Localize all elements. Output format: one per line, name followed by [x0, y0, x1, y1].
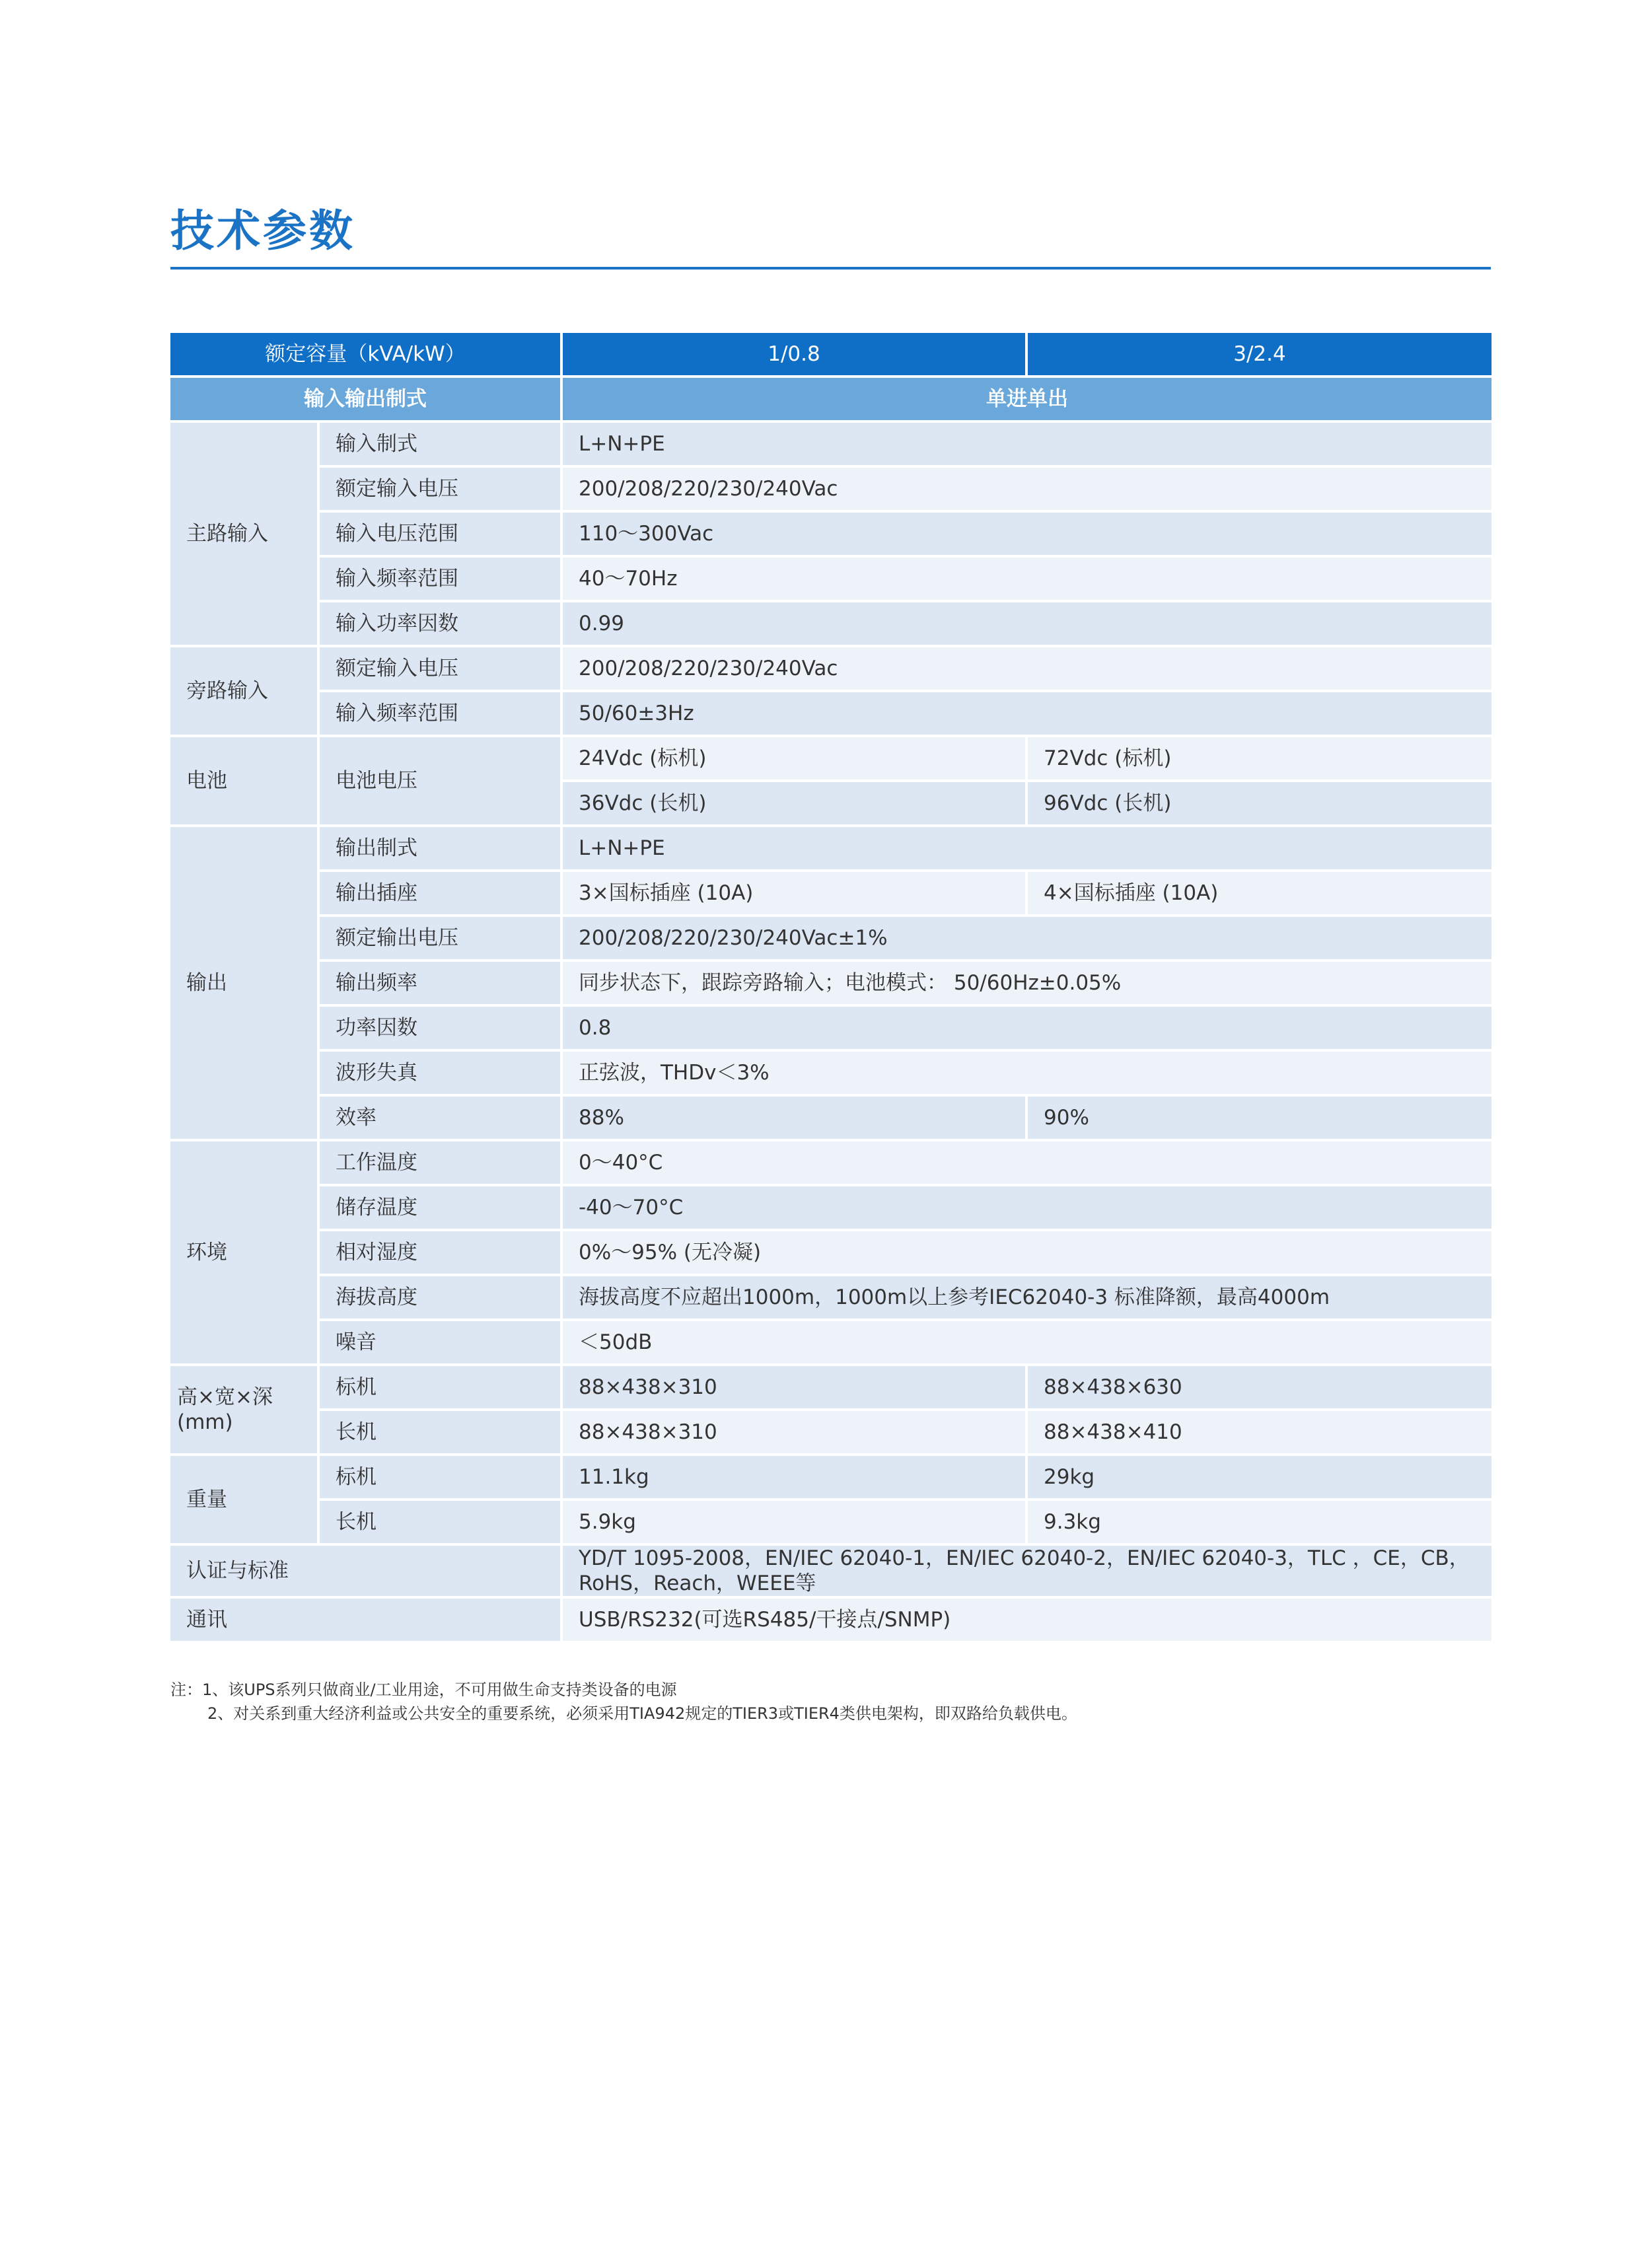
table-row	[170, 602, 1491, 647]
param-label: 输入电压范围	[320, 513, 563, 558]
model-2-value: 90%	[1028, 1097, 1491, 1141]
table-row	[170, 737, 1491, 782]
table-row	[170, 1007, 1491, 1052]
category-battery: 电池	[170, 737, 320, 827]
table-row	[170, 1097, 1491, 1141]
param-value: 50/60±3Hz	[563, 692, 1491, 737]
param-label: 标机	[320, 1366, 563, 1411]
table-row	[170, 1456, 1491, 1501]
param-value: 110～300Vac	[563, 513, 1491, 558]
table-row	[170, 558, 1491, 602]
model-1-value: 11.1kg	[563, 1456, 1028, 1501]
param-label: 输入功率因数	[320, 602, 563, 647]
param-label: 储存温度	[320, 1186, 563, 1231]
param-label: 长机	[320, 1501, 563, 1546]
param-value: 200/208/220/230/240Vac	[563, 468, 1491, 513]
param-value: 同步状态下，跟踪旁路输入；电池模式： 50/60Hz±0.05%	[563, 962, 1491, 1007]
param-label: 功率因数	[320, 1007, 563, 1052]
param-label: 海拔高度	[320, 1276, 563, 1321]
param-label: 噪音	[320, 1321, 563, 1366]
table-header-row	[170, 333, 1491, 378]
model-2-value: 96Vdc (长机)	[1028, 782, 1491, 827]
model-1-value: 3×国标插座 (10A)	[563, 872, 1028, 917]
category-weight: 重量	[170, 1456, 320, 1546]
table-row	[170, 513, 1491, 558]
model-2-value: 88×438×410	[1028, 1411, 1491, 1456]
certification-value: YD/T 1095-2008，EN/IEC 62040-1，EN/IEC 62040-2，EN/IEC 62040-3，TLC ，CE，CB，RoHS，Reach，WEEE等	[563, 1546, 1491, 1599]
table-row	[170, 692, 1491, 737]
table-row	[170, 647, 1491, 692]
model-1-value: 88×438×310	[563, 1411, 1028, 1456]
param-value: 正弦波，THDv＜3%	[563, 1052, 1491, 1097]
param-value: 海拔高度不应超出1000m，1000m以上参考IEC62040-3 标准降额，最高4000m	[563, 1276, 1491, 1321]
model-2-header: 3/2.4	[1028, 333, 1491, 378]
param-value: 40～70Hz	[563, 558, 1491, 602]
table-row	[170, 1321, 1491, 1366]
param-label: 输出频率	[320, 962, 563, 1007]
param-value: 200/208/220/230/240Vac±1%	[563, 917, 1491, 962]
table-row	[170, 1141, 1491, 1186]
io-mode-label: 输入输出制式	[170, 378, 563, 423]
param-label: 输出制式	[320, 827, 563, 872]
param-value: 200/208/220/230/240Vac	[563, 647, 1491, 692]
model-1-value: 36Vdc (长机)	[563, 782, 1028, 827]
table-row	[170, 872, 1491, 917]
table-row	[170, 1599, 1491, 1644]
model-2-value: 4×国标插座 (10A)	[1028, 872, 1491, 917]
param-label: 输入频率范围	[320, 692, 563, 737]
param-label: 相对湿度	[320, 1231, 563, 1276]
table-row	[170, 423, 1491, 468]
model-2-value: 29kg	[1028, 1456, 1491, 1501]
param-label: 工作温度	[320, 1141, 563, 1186]
table-row	[170, 1501, 1491, 1546]
table-row	[170, 1366, 1491, 1411]
param-label: 标机	[320, 1456, 563, 1501]
param-label: 效率	[320, 1097, 563, 1141]
title-divider	[170, 267, 1491, 270]
communication-label: 通讯	[170, 1599, 563, 1644]
category-output: 输出	[170, 827, 320, 1141]
io-mode-value: 单进单出	[563, 378, 1491, 423]
param-label: 额定输入电压	[320, 647, 563, 692]
model-1-header: 1/0.8	[563, 333, 1028, 378]
model-2-value: 88×438×630	[1028, 1366, 1491, 1411]
model-1-value: 5.9kg	[563, 1501, 1028, 1546]
param-label: 电池电压	[320, 737, 563, 827]
io-mode-row	[170, 378, 1491, 423]
category-bypass-input: 旁路输入	[170, 647, 320, 737]
certification-label: 认证与标准	[170, 1546, 563, 1599]
param-value: -40～70°C	[563, 1186, 1491, 1231]
param-label: 长机	[320, 1411, 563, 1456]
footnote-1: 注：1、该UPS系列只做商业/工业用途，不可用做生命支持类设备的电源	[170, 1681, 677, 1699]
footnote-2: 2、对关系到重大经济利益或公共安全的重要系统，必须采用TIA942规定的TIER3或TIER4类供电架构，即双路给负载供电。	[207, 1704, 1077, 1723]
param-value: 0.99	[563, 602, 1491, 647]
param-value: 0～40°C	[563, 1141, 1491, 1186]
model-1-value: 88×438×310	[563, 1366, 1028, 1411]
communication-value: USB/RS232(可选RS485/干接点/SNMP)	[563, 1599, 1491, 1644]
table-row	[170, 1276, 1491, 1321]
model-1-value: 24Vdc (标机)	[563, 737, 1028, 782]
table-row	[170, 1186, 1491, 1231]
table-row	[170, 962, 1491, 1007]
table-row	[170, 468, 1491, 513]
model-2-value: 9.3kg	[1028, 1501, 1491, 1546]
param-value: L+N+PE	[563, 423, 1491, 468]
capacity-label: 额定容量（kVA/kW）	[170, 333, 563, 378]
table-row	[170, 1546, 1491, 1599]
param-value: L+N+PE	[563, 827, 1491, 872]
param-label: 输入制式	[320, 423, 563, 468]
param-value: 0.8	[563, 1007, 1491, 1052]
category-environment: 环境	[170, 1141, 320, 1366]
table-row	[170, 1052, 1491, 1097]
table-row	[170, 827, 1491, 872]
param-label: 额定输入电压	[320, 468, 563, 513]
category-main-input: 主路输入	[170, 423, 320, 647]
param-value: ＜50dB	[563, 1321, 1491, 1366]
footnotes	[170, 1678, 1077, 1725]
model-2-value: 72Vdc (标机)	[1028, 737, 1491, 782]
page-title: 技术参数	[170, 205, 355, 256]
param-value: 0%～95% (无冷凝)	[563, 1231, 1491, 1276]
model-1-value: 88%	[563, 1097, 1028, 1141]
param-label: 波形失真	[320, 1052, 563, 1097]
table-row	[170, 1231, 1491, 1276]
table-row	[170, 1411, 1491, 1456]
param-label: 额定输出电压	[320, 917, 563, 962]
spec-table	[170, 333, 1491, 1644]
param-label: 输入频率范围	[320, 558, 563, 602]
category-dimensions: 高×宽×深 (mm)	[170, 1366, 320, 1456]
table-row	[170, 917, 1491, 962]
param-label: 输出插座	[320, 872, 563, 917]
